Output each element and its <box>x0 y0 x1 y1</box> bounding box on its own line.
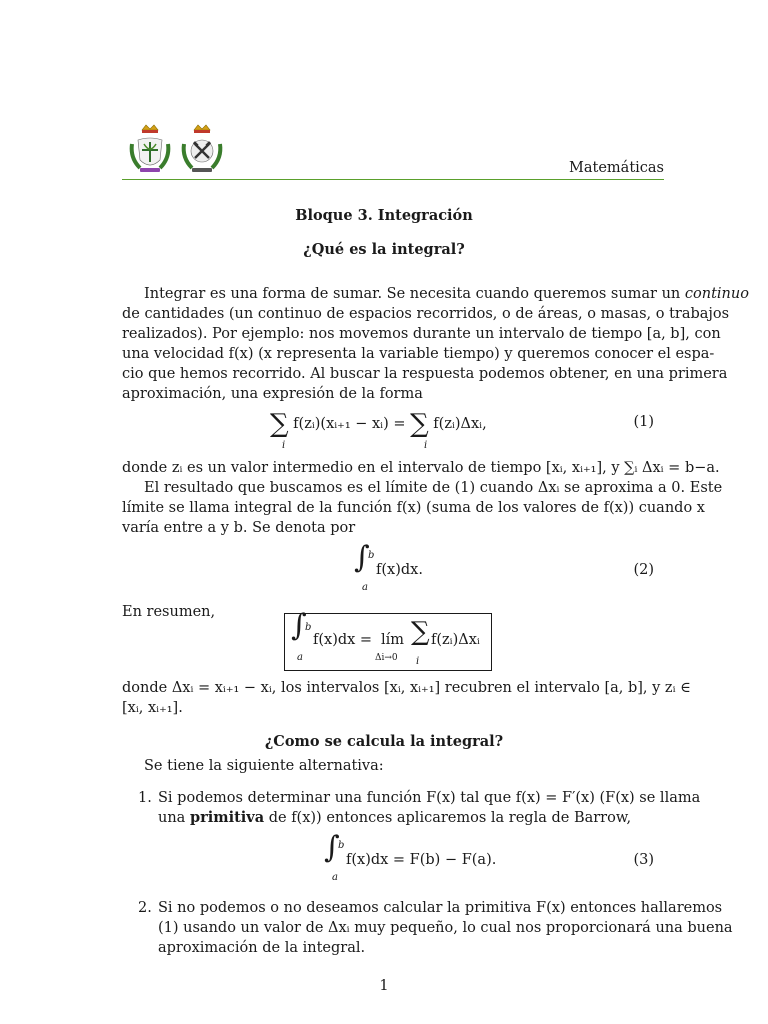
paragraph-line: [xᵢ, xᵢ₊₁]. <box>122 700 183 716</box>
paragraph-line: varía entre a y b. Se denota por <box>122 520 356 536</box>
page-number: 1 <box>379 978 389 994</box>
paragraph-line: Se tiene la siguiente alternativa: <box>144 758 384 774</box>
sum-symbol: ∑ <box>270 409 289 439</box>
paragraph-line: cio que hemos recorrido. Al buscar la respuesta podemos obtener, en una primera <box>122 366 728 382</box>
paragraph-line: Si podemos determinar una función F(x) tal que f(x) = F′(x) (F(x) se llama <box>158 790 701 806</box>
integral-lower-limit: a <box>332 872 338 883</box>
paragraph-line: En resumen, <box>122 604 216 620</box>
section-title-how-to-compute: ¿Como se calcula la integral? <box>264 733 504 750</box>
sum-symbol: ∑ <box>410 409 429 439</box>
section-title-what-is-integral: ¿Qué es la integral? <box>303 241 465 258</box>
integral-upper-limit: b <box>368 550 375 561</box>
list-item-1 <box>138 788 701 828</box>
sum-symbol: ∑ <box>411 617 430 647</box>
boxed-rhs: f(zᵢ)Δxᵢ <box>431 632 480 648</box>
boxed-lhs: f(x)dx = <box>313 632 373 648</box>
paragraph-line: donde Δxᵢ = xᵢ₊₁ − xᵢ, los intervalos [xᵢ, xᵢ₊₁] recubren el intervalo [a, b], y zᵢ ∈ <box>122 680 691 696</box>
paragraph-line: aproximación, una expresión de la forma <box>122 386 423 402</box>
integral-upper-limit: b <box>305 622 312 633</box>
sum-index: i <box>424 440 428 451</box>
list-item-number: 1. <box>138 790 152 806</box>
equation-1 <box>0 410 768 450</box>
equation-number-2: (2) <box>633 562 654 578</box>
equation-number-1: (1) <box>633 414 654 430</box>
strong-primitiva: primitiva <box>189 809 265 826</box>
equation-3-body: f(x)dx = F(b) − F(a). <box>346 852 497 868</box>
integral-symbol: ∫ <box>354 540 370 575</box>
header-subject: Matemáticas <box>569 160 664 176</box>
equation-number-3: (3) <box>633 852 654 868</box>
paragraph-alternative <box>122 756 656 776</box>
left-crest-icon <box>132 125 169 172</box>
paragraph-line: Si no podemos o no deseamos calcular la primitiva F(x) entonces hallaremos <box>158 900 723 916</box>
paragraph-line: El resultado que buscamos es el límite de (1) cuando Δxᵢ se aproxima a 0. Este <box>144 480 723 496</box>
paragraph-line: donde zᵢ es un valor intermedio en el intervalo de tiempo [xᵢ, xᵢ₊₁], y ∑ᵢ Δxᵢ = b−a. <box>122 460 720 476</box>
equation-3 <box>0 830 768 883</box>
integral-symbol: ∫ <box>324 830 340 865</box>
paragraph-intro <box>122 284 749 404</box>
equation-2-body: f(x)dx. <box>376 562 423 578</box>
list-item-number: 2. <box>138 900 152 916</box>
integral-lower-limit: a <box>297 652 303 663</box>
emphasis-continuo: continuo <box>684 286 749 302</box>
limit-operator: lím <box>381 632 405 648</box>
paragraph-line: aproximación de la integral. <box>158 940 366 956</box>
paragraph-line: (1) usando un valor de Δxᵢ muy pequeño, lo cual nos proporcionará una buena <box>158 920 733 936</box>
integral-lower-limit: a <box>362 582 368 593</box>
paragraph-definition-notes <box>122 678 691 718</box>
paragraph-line: realizados). Por ejemplo: nos movemos durante un intervalo de tiempo [a, b], con <box>122 326 721 342</box>
integral-upper-limit: b <box>338 840 345 851</box>
limit-subscript: Δi→0 <box>375 653 398 663</box>
boxed-definition <box>284 608 492 671</box>
list-item-2 <box>138 898 733 958</box>
paragraph-line: una velocidad f(x) (x representa la variable tiempo) y queremos conocer el espa- <box>122 346 715 362</box>
institution-crests-logo <box>128 124 228 176</box>
sum-index: i <box>282 440 286 451</box>
paragraph-line: Integrar es una forma de sumar. Se necesita cuando queremos sumar un continuo <box>144 286 749 302</box>
integral-symbol: ∫ <box>291 608 307 643</box>
equation-1-lhs: f(zᵢ)(xᵢ₊₁ − xᵢ) = <box>293 416 411 432</box>
sum-index: i <box>416 656 420 667</box>
paragraph-line: de cantidades (un continuo de espacios recorridos, o de áreas, o masas, o trabajos <box>122 306 730 322</box>
equation-1-rhs: f(zᵢ)Δxᵢ, <box>433 416 487 432</box>
header-divider <box>122 179 664 180</box>
block-title: Bloque 3. Integración <box>295 207 473 224</box>
paragraph-limit <box>122 458 723 538</box>
paragraph-line: una primitiva de f(x)) entonces aplicaremos la regla de Barrow, <box>158 809 632 826</box>
equation-2 <box>0 540 768 593</box>
right-crest-icon <box>184 125 221 172</box>
paragraph-line: límite se llama integral de la función f(x) (suma de los valores de f(x)) cuando x <box>122 500 705 516</box>
